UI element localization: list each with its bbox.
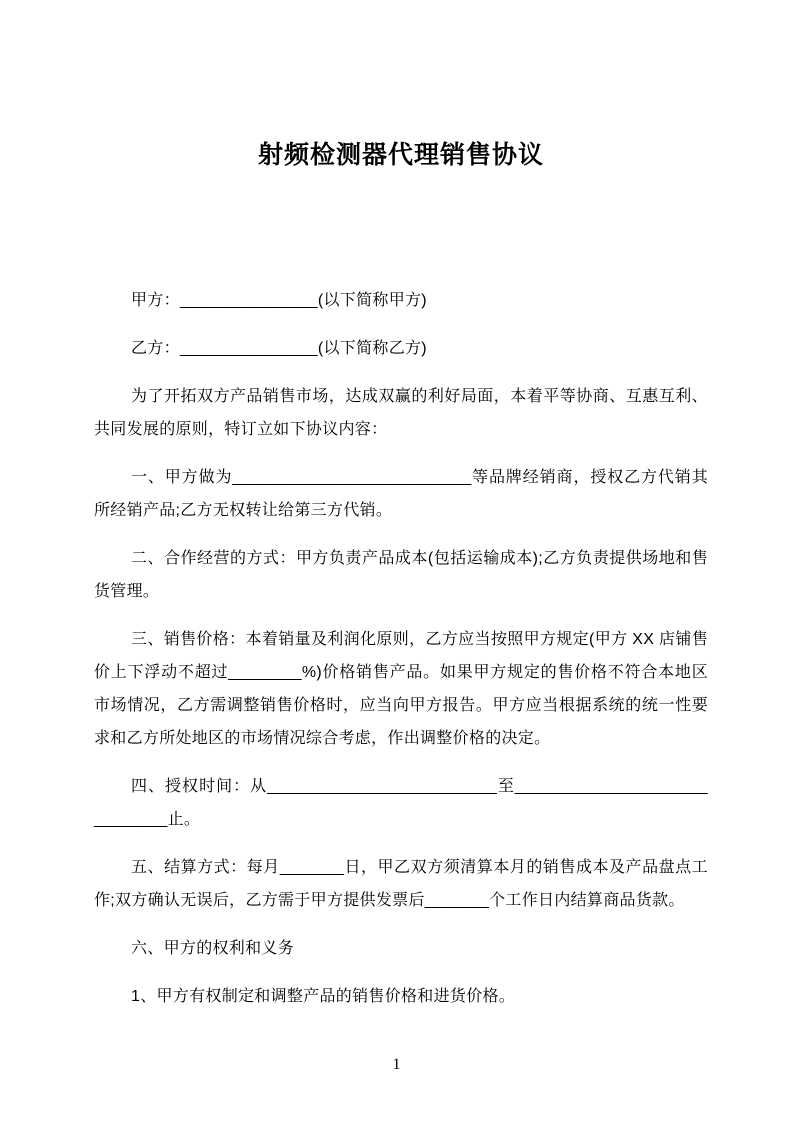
clause-3-sales-price: 三、销售价格：本着销量及利润化原则，乙方应当按照甲方规定(甲方 XX 店铺售价上下浮动不超过________%)价格销售产品。如果甲方规定的售价格不符合本地区市场情况，乙方需调整销售价格时，应当向甲方报告。甲方应当根据系统的统一性要求和乙方所处地区的市场情况综合考虑，作出调整价格的决定。 [94, 631, 708, 747]
preamble-paragraph: 为了开拓双方产品销售市场，达成双赢的利好局面，本着平等协商、互惠互利、共同发展的原则，特订立如下协议内容： [94, 388, 708, 438]
party-a-line: 甲方：_______________(以下简称甲方) [131, 292, 427, 309]
document-title: 射频检测器代理销售协议 [257, 141, 544, 169]
clause-6-party-a-rights-heading: 六、甲方的权利和义务 [131, 940, 295, 957]
clause-2-cooperation-mode: 二、合作经营的方式：甲方负责产品成本(包括运输成本);乙方负责提供场地和售货管理。 [94, 550, 708, 600]
party-b-line: 乙方：_______________(以下简称乙方) [131, 340, 427, 357]
clause-6-item-1: 1、甲方有权制定和调整产品的销售价格和进货价格。 [131, 988, 516, 1005]
clause-1-agency-authorization: 一、甲方做为__________________________等品牌经销商，授权乙方代销其所经销产品;乙方无权转让给第三方代销。 [94, 469, 708, 519]
clause-4-authorization-period: 四、授权时间：从_________________________至_____________________________止。 [94, 778, 708, 828]
clause-5-settlement-method: 五、结算方式：每月_______日，甲乙双方须清算本月的销售成本及产品盘点工作;双方确认无误后，乙方需于甲方提供发票后_______个工作日内结算商品货款。 [94, 859, 708, 909]
page-number: 1 [392, 1056, 401, 1073]
